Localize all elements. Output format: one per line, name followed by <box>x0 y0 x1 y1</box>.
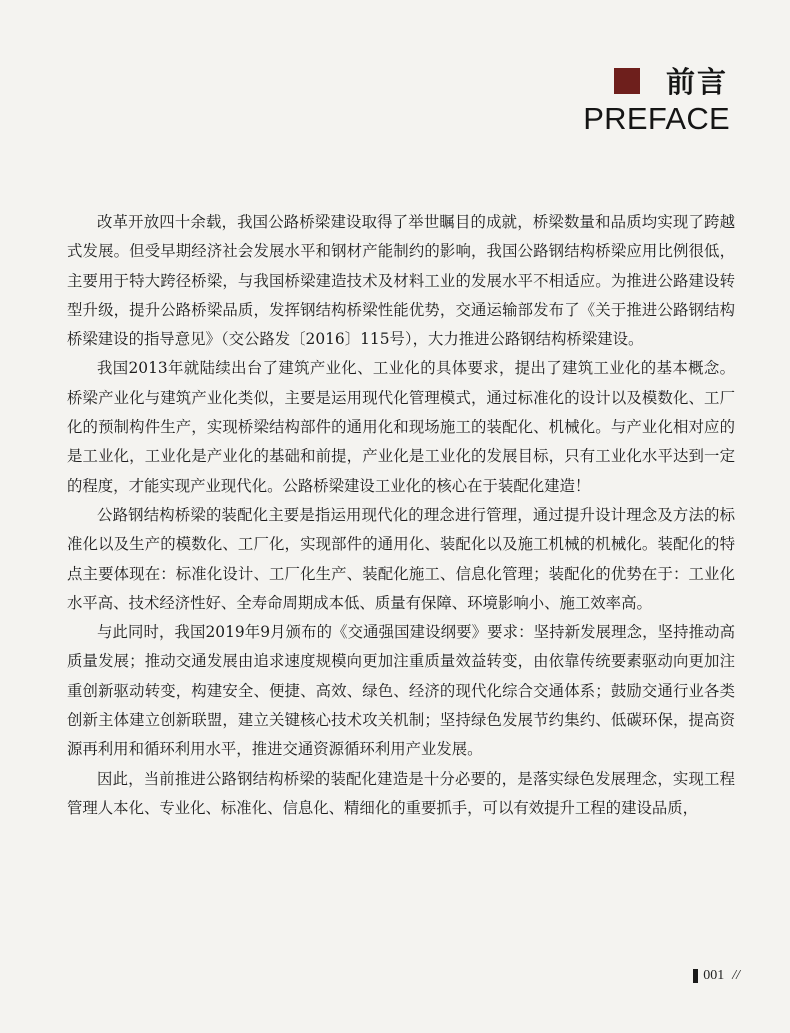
page-title <box>614 60 728 101</box>
footer-slashes: // <box>732 968 740 983</box>
paragraph-1: 改革开放四十余载，我国公路桥梁建设取得了举世瞩目的成就，桥梁数量和品质均实现了跨越式发展。但受早期经济社会发展水平和钢材产能制约的影响，我国公路钢结构桥梁应用比例很低，主要用于特大跨径桥梁，与我国桥梁建造技术及材料工业的发展水平不相适应。为推进公路建设转型升级，提升公路桥梁品质，发挥钢结构桥梁性能优势，交通运输部发布了《关于推进公路钢结构桥梁建设的指导意见》（交公路发〔2016〕115号），大力推进公路钢结构桥梁建设。 <box>67 213 735 349</box>
paragraph-2: 我国2013年就陆续出台了建筑产业化、工业化的具体要求，提出了建筑工业化的基本概念。桥梁产业化与建筑产业化类似，主要是运用现代化管理模式，通过标准化的设计以及模数化、工厂化的预制构件生产，实现桥梁结构部件的通用化和现场施工的装配化、机械化。与产业化相对应的是工业化，工业化是产业化的基础和前提，产业化是工业化的发展目标，只有工业化水平达到一定的程度，才能实现产业现代化。公路桥梁建设工业化的核心在于装配化建造！ <box>67 359 735 495</box>
footer-bar-icon <box>693 969 698 983</box>
paragraph-5: 因此，当前推进公路钢结构桥梁的装配化建造是十分必要的，是落实绿色发展理念，实现工程管理人本化、专业化、标准化、信息化、精细化的重要抓手，可以有效提升工程的建设品质， <box>67 769 735 817</box>
title-chinese: 前言 <box>665 65 728 99</box>
page-number: 001 <box>703 968 725 983</box>
title-english: PREFACE <box>583 101 730 136</box>
body-text <box>67 208 735 823</box>
paragraph-4: 与此同时，我国2019年9月颁布的《交通强国建设纲要》要求：坚持新发展理念，坚持推动高质量发展；推动交通发展由追求速度规模向更加注重质量效益转变，由依靠传统要素驱动向更加注重创新驱动转变，构建安全、便捷、高效、绿色、经济的现代化综合交通体系；鼓励交通行业各类创新主体建立创新联盟，建立关键核心技术攻关机制；坚持绿色发展节约集约、低碳环保，提高资源再利用和循环利用水平，推进交通资源循环利用产业发展。 <box>67 623 735 759</box>
paragraph-3: 公路钢结构桥梁的装配化主要是指运用现代化的理念进行管理，通过提升设计理念及方法的标准化以及生产的模数化、工厂化，实现部件的通用化、装配化以及施工机械的机械化。装配化的特点主要体现在：标准化设计、工厂化生产、装配化施工、信息化管理；装配化的优势在于：工业化水平高、技术经济性好、全寿命周期成本低、质量有保障、环境影响小、施工效率高。 <box>67 505 735 612</box>
page-footer <box>693 968 740 984</box>
title-marker-square-icon <box>614 68 640 94</box>
